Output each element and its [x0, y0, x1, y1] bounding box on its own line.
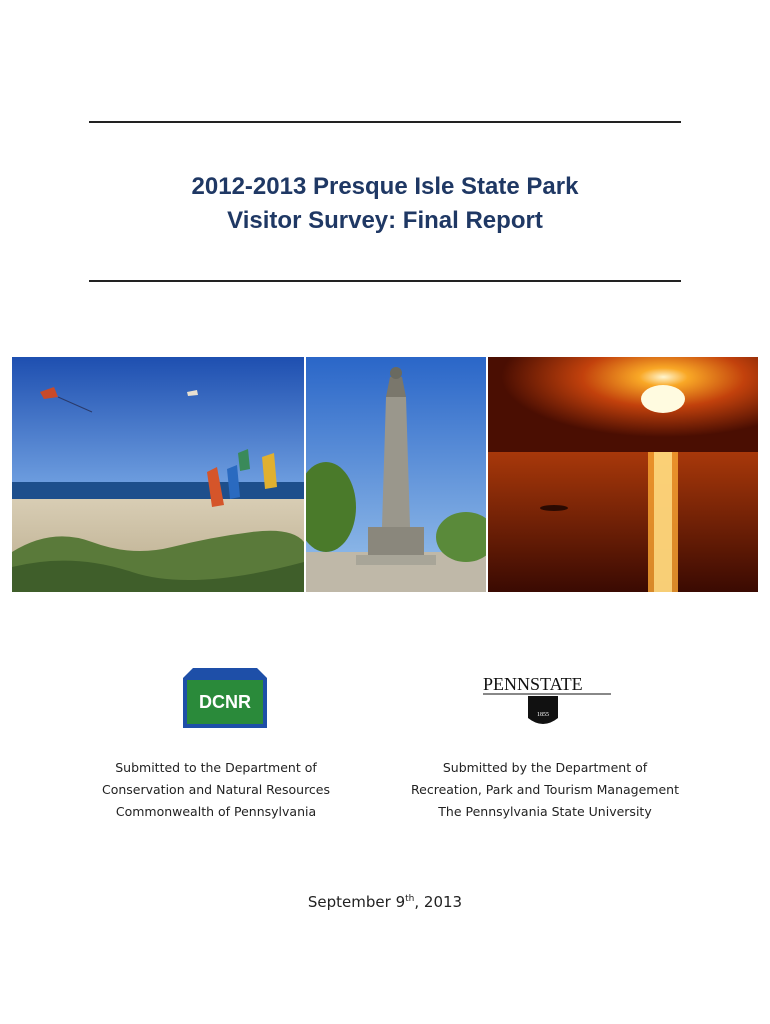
report-date — [0, 893, 770, 911]
submitted-by-line-3: The Pennsylvania State University — [438, 804, 652, 819]
sunset-photo — [488, 357, 758, 592]
pennstate-year: 1855 — [537, 712, 549, 718]
submitted-to-line-1: Submitted to the Department of — [115, 760, 317, 775]
pennstate-logo — [483, 672, 613, 739]
dcnr-logo — [183, 668, 267, 737]
report-title — [0, 170, 770, 238]
date-suffix: th — [405, 894, 415, 904]
submitted-to-line-2: Conservation and Natural Resources — [101, 782, 331, 797]
bottom-rule — [89, 280, 681, 282]
date-year: , 2013 — [414, 893, 463, 911]
top-rule — [89, 121, 681, 123]
submitted-by-block — [398, 757, 692, 823]
monument-photo — [306, 357, 486, 592]
submitted-to-line-3: Commonwealth of Pennsylvania — [115, 804, 317, 819]
submitted-by-line-2: Recreation, Park and Tourism Management — [411, 782, 679, 797]
date-month-day: September 9 — [307, 893, 406, 911]
submitted-to-block — [82, 757, 350, 823]
title-line-2: Visitor Survey: Final Report — [227, 207, 543, 234]
pennstate-wordmark: PENNSTATE — [483, 674, 583, 694]
beach-kites-photo — [12, 357, 304, 592]
submitted-by-line-1: Submitted by the Department of — [442, 760, 648, 775]
title-line-1: 2012-2013 Presque Isle State Park — [191, 173, 579, 200]
dcnr-logo-text: DCNR — [199, 692, 251, 712]
